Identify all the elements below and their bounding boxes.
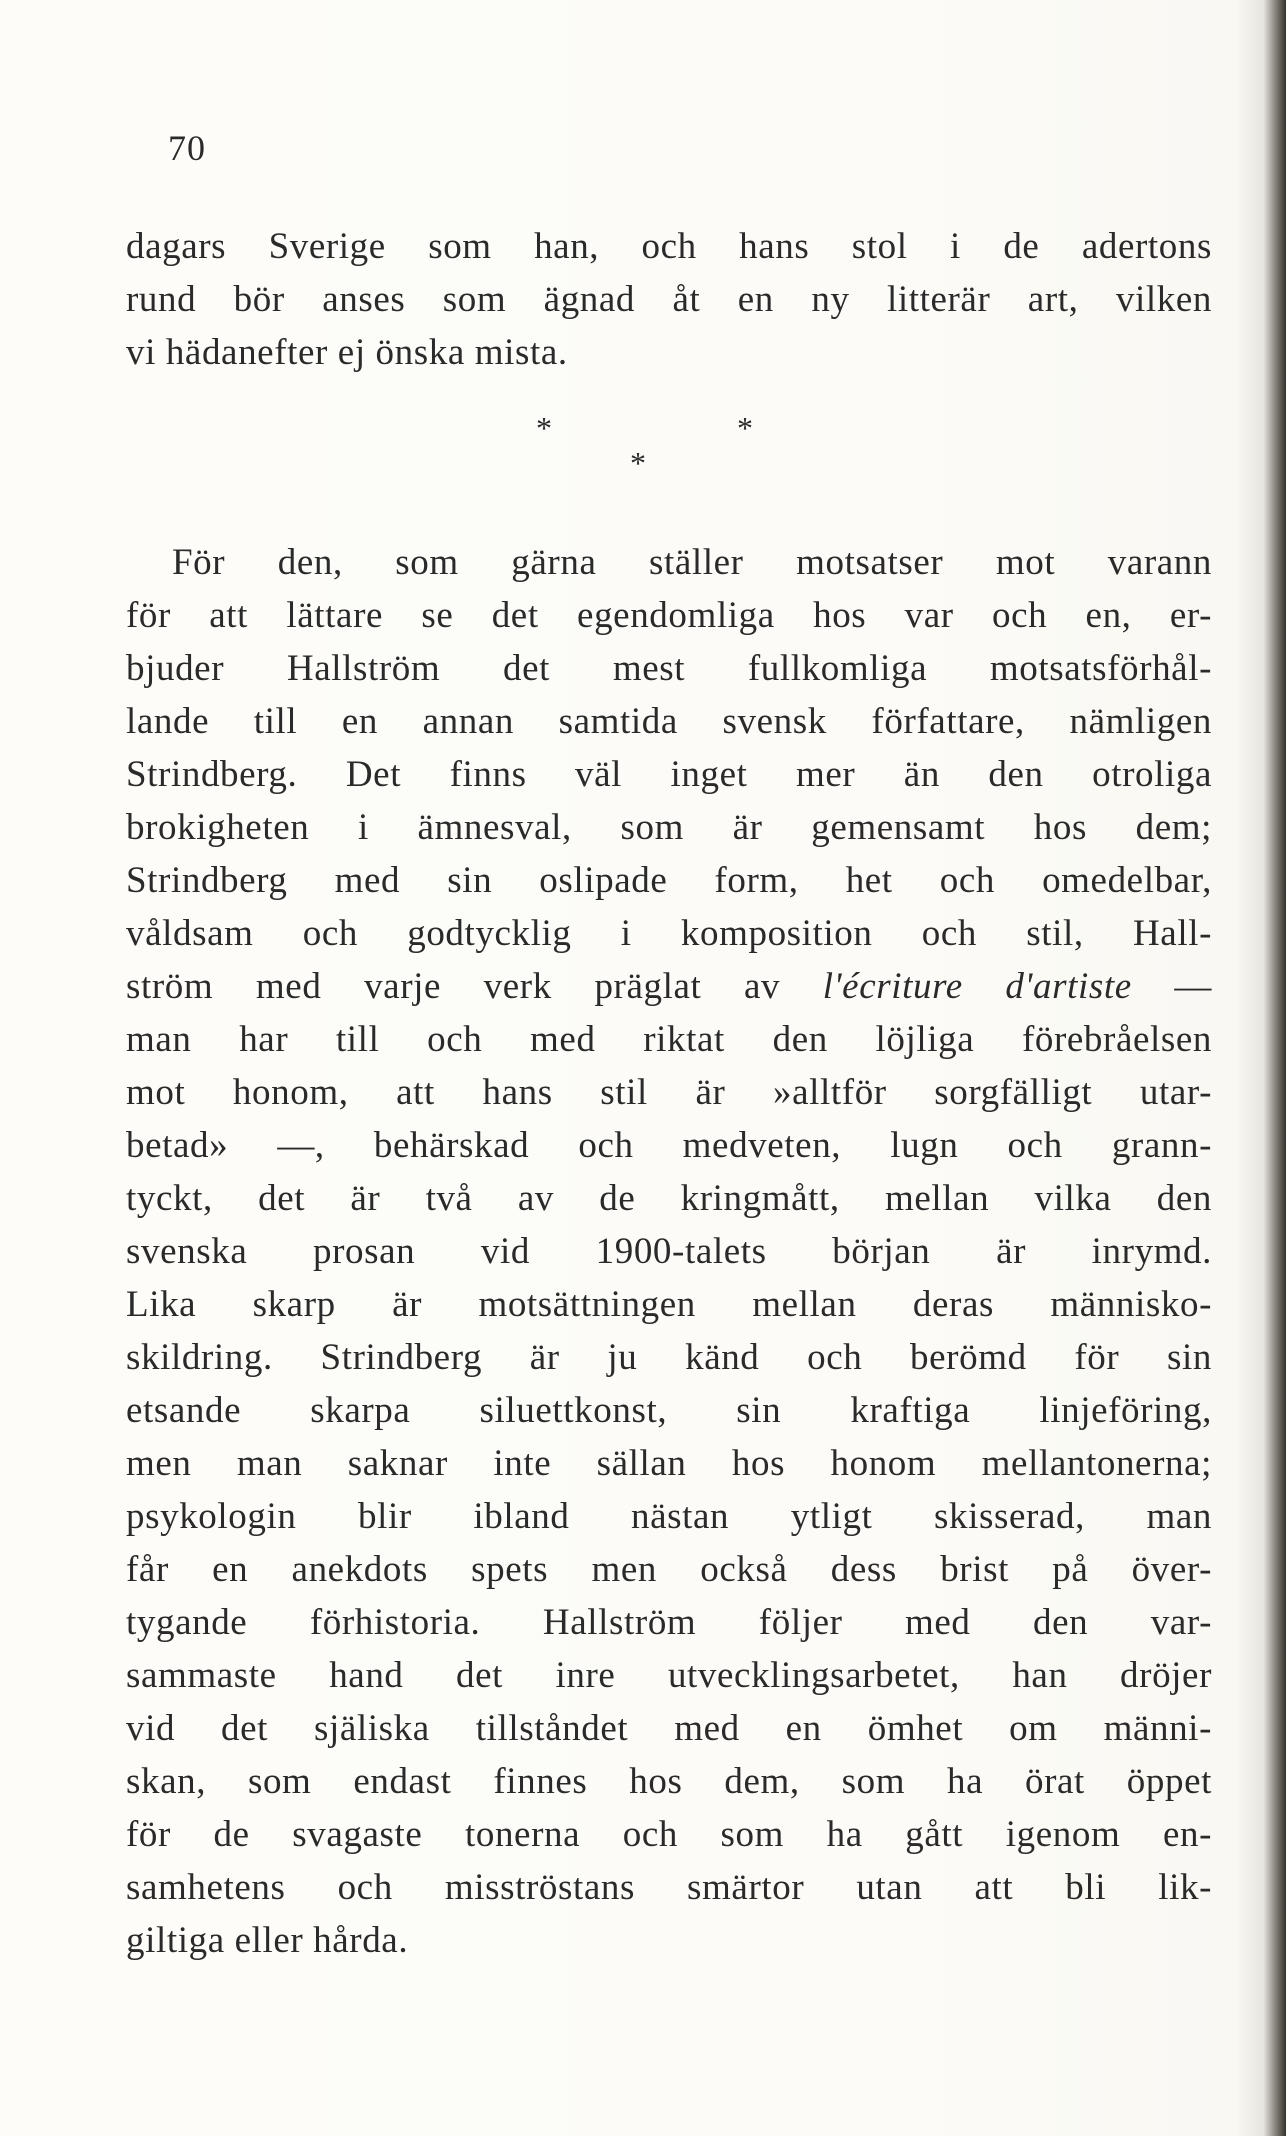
asterisk-ornament: * (536, 410, 552, 446)
asterisk-ornament: * (737, 410, 753, 446)
text-line: psykologin blir ibland nästan ytligt skisserad, man (126, 1496, 1212, 1537)
text-segment: ström med varje verk präglat av (126, 966, 823, 1007)
paragraph-main (126, 536, 1212, 1967)
text-line: mot honom, att hans stil är »alltför sorgfälligt utar- (126, 1072, 1212, 1113)
text-line: svenska prosan vid 1900-talets början är inrymd. (126, 1231, 1212, 1272)
text-line: tygande förhistoria. Hallström följer med den var- (126, 1602, 1212, 1643)
text-line-with-italic (126, 960, 1212, 1013)
text-line: Strindberg med sin oslipade form, het och omedelbar, (126, 860, 1212, 901)
text-line: men man saknar inte sällan hos honom mellantonerna; (126, 1443, 1212, 1484)
page-number: 70 (168, 128, 206, 168)
text-line: för de svagaste tonerna och som ha gått igenom en- (126, 1814, 1212, 1855)
text-line: får en anekdots spets men också dess brist på över- (126, 1549, 1212, 1590)
text-line: våldsam och godtycklig i komposition och stil, Hall- (126, 913, 1212, 954)
asterisk-ornament: * (630, 445, 646, 481)
text-segment: — (1131, 966, 1212, 1007)
page-edge-shadow (1236, 0, 1286, 2136)
text-line: Lika skarp är motsättningen mellan deras människo- (126, 1284, 1212, 1325)
section-break (0, 412, 1286, 482)
text-line: för att lättare se det egendomliga hos var och en, er- (126, 595, 1212, 636)
text-line: sammaste hand det inre utvecklingsarbetet, han dröjer (126, 1655, 1212, 1696)
text-line: vi hädanefter ej önska mista. (126, 332, 568, 373)
text-line: lande till en annan samtida svensk författare, nämligen (126, 701, 1212, 742)
text-line: rund bör anses som ägnad åt en ny litterär art, vilken (126, 279, 1212, 320)
text-line: För den, som gärna ställer motsatser mot varann (172, 542, 1212, 583)
text-line: giltiga eller hårda. (126, 1920, 409, 1961)
text-line: vid det själiska tillståndet med en ömhet om männi- (126, 1708, 1212, 1749)
text-line: man har till och med riktat den löjliga förebråelsen (126, 1019, 1212, 1060)
text-line: etsande skarpa siluettkonst, sin kraftiga linjeföring, (126, 1390, 1212, 1431)
italic-phrase: l'écriture d'artiste (822, 966, 1132, 1007)
text-line: samhetens och misströstans smärtor utan att bli lik- (126, 1867, 1212, 1908)
text-line: skildring. Strindberg är ju känd och berömd för sin (126, 1337, 1212, 1378)
text-line: Strindberg. Det finns väl inget mer än den otroliga (126, 754, 1212, 795)
text-line: tyckt, det är två av de kringmått, mellan vilka den (126, 1178, 1212, 1219)
text-line: skan, som endast finnes hos dem, som ha örat öppet (126, 1761, 1212, 1802)
paragraph-continued (126, 220, 1212, 379)
text-line: betad» —, behärskad och medveten, lugn och grann- (126, 1125, 1212, 1166)
text-line: bjuder Hallström det mest fullkomliga motsatsförhål- (126, 648, 1212, 689)
text-line: dagars Sverige som han, och hans stol i de adertons (126, 226, 1212, 267)
text-line: brokigheten i ämnesval, som är gemensamt hos dem; (126, 807, 1212, 848)
